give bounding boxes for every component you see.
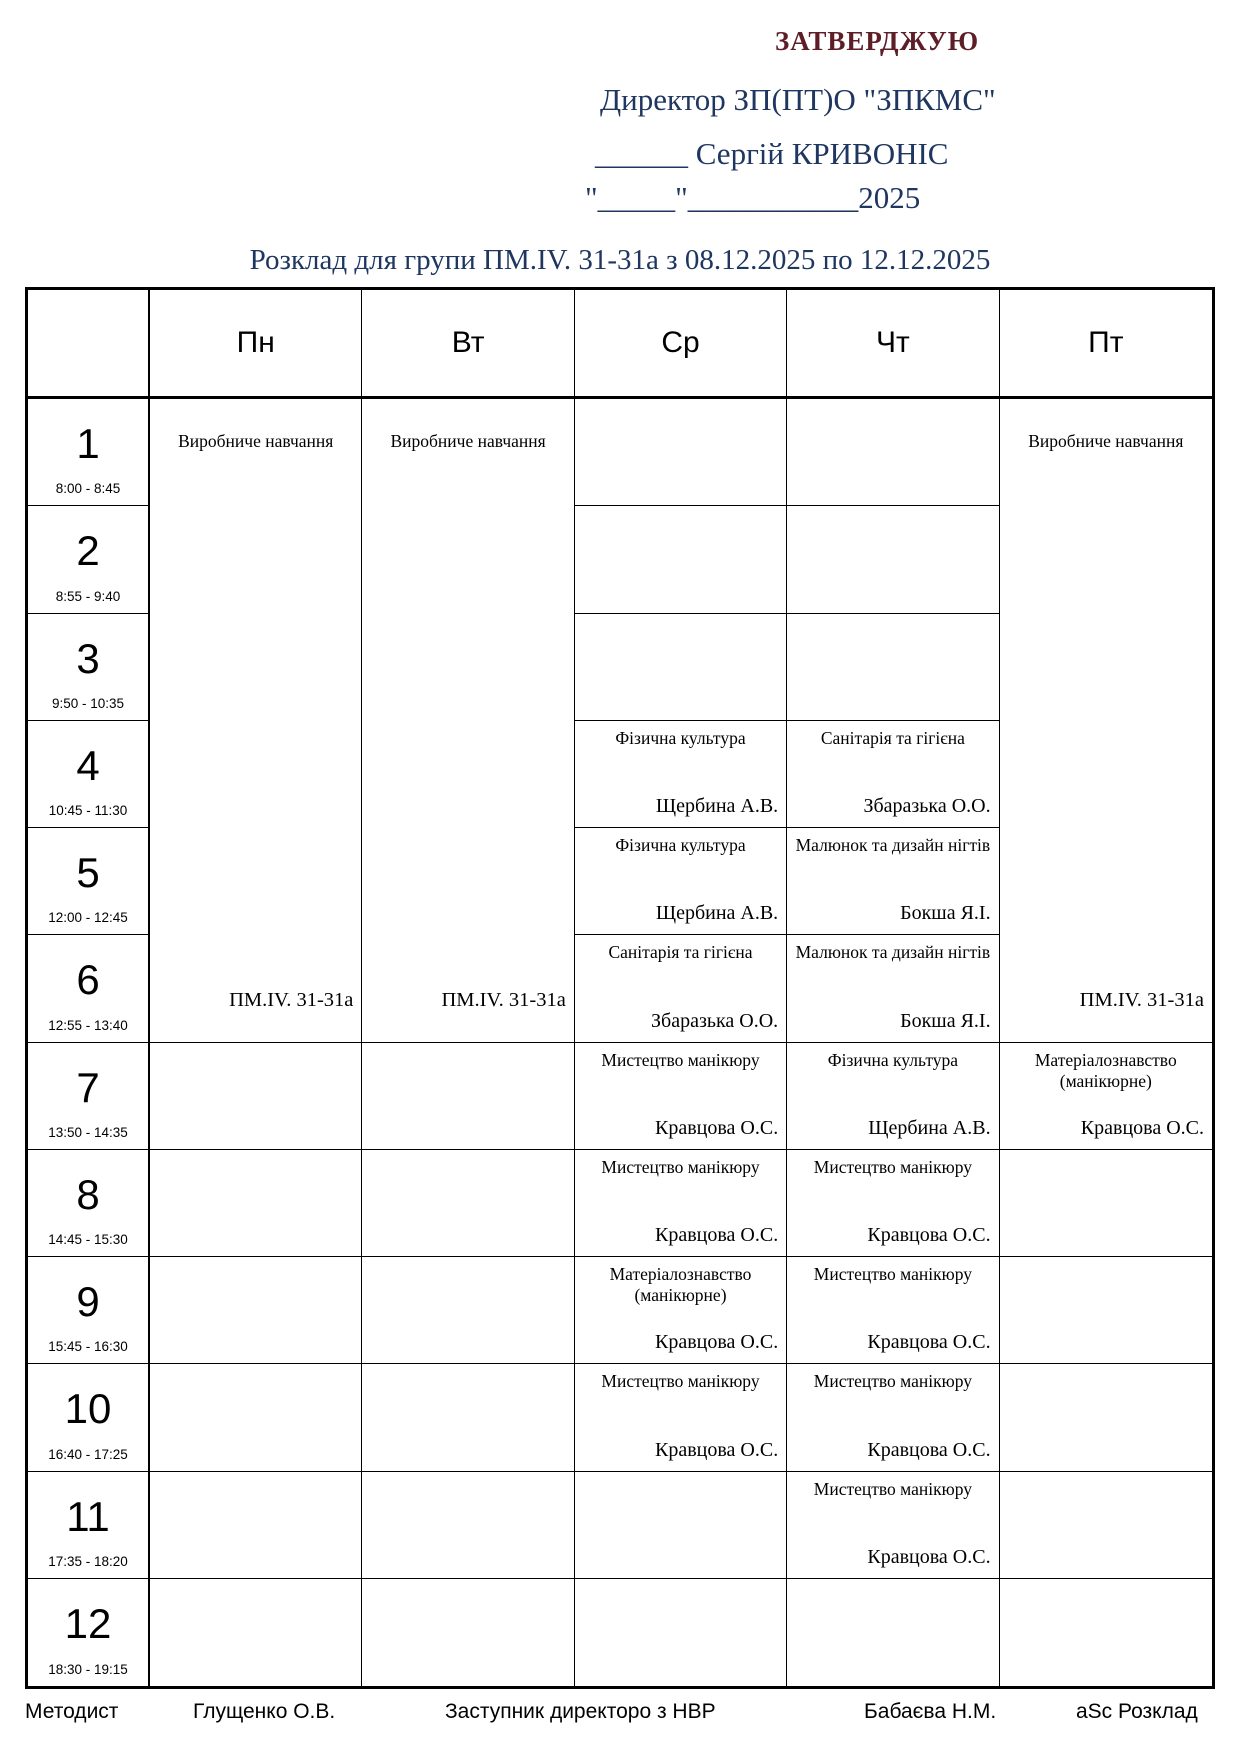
period-cell-7 — [28, 1043, 150, 1150]
lesson-subject: Фізична культура — [827, 1049, 959, 1070]
empty-cell-mon-12 — [150, 1579, 362, 1686]
lesson-teacher: Бокша Я.І. — [900, 1009, 991, 1032]
period-cell-9 — [28, 1257, 150, 1364]
period-cell-5 — [28, 828, 150, 935]
lesson-teacher: Кравцова О.С. — [654, 1224, 779, 1246]
period-number: 11 — [66, 1492, 110, 1540]
lesson-cell-wed-8 — [575, 1150, 787, 1257]
period-number: 10 — [64, 1385, 112, 1433]
lesson-cell-thu-9 — [787, 1257, 999, 1364]
period-number: 4 — [76, 741, 100, 789]
period-time: 18:30 - 19:15 — [48, 1662, 128, 1677]
footer-role-methodist: Методист — [25, 1700, 119, 1723]
period-number: 1 — [76, 420, 100, 467]
lesson-cell-wed-6 — [575, 935, 787, 1042]
lesson-block-fri — [1000, 399, 1212, 1043]
empty-cell-mon-9 — [150, 1257, 362, 1364]
period-time: 13:50 - 14:35 — [48, 1124, 128, 1140]
empty-cell-mon-7 — [150, 1043, 362, 1150]
period-number: 3 — [76, 634, 100, 682]
period-number: 12 — [64, 1599, 112, 1647]
footer-name-methodist: Глущенко О.В. — [193, 1700, 336, 1723]
approval-director-line: Директор ЗП(ПТ)О "ЗПКМС" — [600, 82, 996, 117]
period-cell-3 — [28, 614, 150, 721]
day-label: Ср — [661, 326, 700, 359]
lesson-subject: Мистецтво манікюру — [601, 1371, 760, 1392]
page-title: Розклад для групи ПМ.IV. 31-31а з 08.12.2025 по 12.12.2025 — [249, 244, 991, 276]
lesson-subject: Виробниче навчання — [390, 431, 546, 451]
period-cell-4 — [28, 721, 150, 828]
period-time: 8:00 - 8:45 — [55, 481, 121, 497]
day-label: Пт — [1088, 326, 1124, 359]
day-label: Вт — [451, 326, 485, 359]
empty-cell-thu-1 — [787, 399, 999, 506]
approval-name-line: ______ Сергій КРИВОНІС — [595, 136, 949, 171]
lesson-teacher: Збаразька О.О. — [651, 1009, 779, 1032]
empty-cell-tue-10 — [362, 1364, 574, 1471]
period-cell-2 — [28, 506, 150, 613]
lesson-cell-thu-11 — [787, 1472, 999, 1579]
lesson-teacher: Кравцова О.С. — [867, 1545, 991, 1568]
corner-cell — [28, 290, 150, 399]
period-cell-8 — [28, 1150, 150, 1257]
period-number: 6 — [76, 956, 100, 1004]
lesson-teacher: Щербина А.В. — [655, 902, 779, 925]
lesson-cell-thu-6 — [787, 935, 999, 1042]
lesson-teacher: Кравцова О.С. — [867, 1331, 991, 1354]
empty-cell-wed-2 — [575, 506, 787, 613]
period-number: 7 — [76, 1063, 100, 1111]
empty-cell-tue-11 — [362, 1472, 574, 1579]
footer-role-deputy: Заступник директоро з НВР — [445, 1700, 716, 1723]
lesson-cell-fri-7 — [1000, 1043, 1212, 1150]
period-cell-6 — [28, 935, 150, 1042]
period-number: 9 — [76, 1278, 100, 1325]
lesson-teacher: Кравцова О.С. — [654, 1331, 779, 1354]
footer-name-deputy: Бабаєва Н.М. — [864, 1700, 997, 1723]
approval-stamp: ЗАТВЕРДЖУЮ — [775, 26, 980, 56]
lesson-cell-thu-4 — [787, 721, 999, 828]
empty-cell-tue-9 — [362, 1257, 574, 1364]
approval-date-line: "_____"___________2025 — [585, 180, 921, 215]
period-time: 12:55 - 13:40 — [48, 1017, 128, 1033]
day-header-fri — [1000, 290, 1212, 399]
lesson-group: ПМ.IV. 31-31а — [441, 988, 566, 1011]
lesson-teacher: Бокша Я.І. — [900, 902, 991, 925]
period-time: 16:40 - 17:25 — [48, 1446, 128, 1462]
lesson-teacher: Кравцова О.С. — [654, 1116, 779, 1139]
lesson-cell-wed-7 — [575, 1043, 787, 1150]
period-time: 12:00 - 12:45 — [48, 910, 128, 926]
empty-cell-tue-8 — [362, 1150, 574, 1257]
empty-cell-fri-12 — [1000, 1579, 1212, 1686]
footer-brand-asc: aSc Розклад — [1076, 1700, 1198, 1723]
empty-cell-thu-3 — [787, 614, 999, 721]
timetable — [25, 287, 1215, 1689]
lesson-cell-thu-5 — [787, 828, 999, 935]
lesson-subject: Виробниче навчання — [178, 431, 334, 451]
lesson-block-mon — [150, 399, 362, 1043]
empty-cell-mon-11 — [150, 1472, 362, 1579]
period-time: 8:55 - 9:40 — [55, 588, 121, 604]
lesson-cell-wed-4 — [575, 721, 787, 828]
day-header-wed — [575, 290, 787, 399]
day-header-mon — [150, 290, 362, 399]
lesson-cell-wed-9 — [575, 1257, 787, 1364]
lesson-block-tue — [362, 399, 574, 1043]
period-time: 10:45 - 11:30 — [48, 803, 128, 818]
lesson-subject: Матеріалознавство (манікюрне) — [1034, 1049, 1177, 1091]
lesson-cell-wed-10 — [575, 1364, 787, 1471]
lesson-group: ПМ.IV. 31-31а — [229, 988, 354, 1011]
period-time: 9:50 - 10:35 — [51, 695, 125, 711]
empty-cell-mon-8 — [150, 1150, 362, 1257]
day-label: Пн — [236, 326, 275, 359]
period-cell-11 — [28, 1472, 150, 1579]
empty-cell-mon-10 — [150, 1364, 362, 1471]
empty-cell-wed-11 — [575, 1472, 787, 1579]
day-header-thu — [787, 290, 999, 399]
period-cell-12 — [28, 1579, 150, 1686]
lesson-teacher: Щербина А.В. — [655, 795, 779, 817]
lesson-teacher: Кравцова О.С. — [654, 1438, 779, 1461]
lesson-subject: Мистецтво манікюру — [601, 1049, 760, 1070]
lesson-cell-thu-10 — [787, 1364, 999, 1471]
lesson-subject: Мистецтво манікюру — [813, 1264, 972, 1284]
lesson-teacher: Кравцова О.С. — [867, 1224, 991, 1246]
empty-cell-fri-10 — [1000, 1364, 1212, 1471]
lesson-cell-thu-7 — [787, 1043, 999, 1150]
lesson-teacher: Щербина А.В. — [868, 1116, 991, 1139]
empty-cell-fri-11 — [1000, 1472, 1212, 1579]
period-time: 14:45 - 15:30 — [48, 1232, 128, 1247]
lesson-cell-thu-8 — [787, 1150, 999, 1257]
lesson-subject: Мистецтво манікюру — [813, 1156, 972, 1177]
period-time: 15:45 - 16:30 — [48, 1339, 128, 1355]
empty-cell-wed-1 — [575, 399, 787, 506]
day-label: Чт — [876, 326, 910, 359]
lesson-subject: Мистецтво манікюру — [601, 1156, 760, 1177]
period-cell-1 — [28, 399, 150, 506]
empty-cell-fri-8 — [1000, 1150, 1212, 1257]
lesson-teacher: Кравцова О.С. — [1080, 1116, 1204, 1139]
period-time: 17:35 - 18:20 — [48, 1553, 128, 1569]
period-cell-10 — [28, 1364, 150, 1471]
lesson-teacher: Збаразька О.О. — [863, 795, 991, 817]
lesson-subject: Мистецтво манікюру — [813, 1371, 972, 1392]
period-number: 8 — [76, 1170, 100, 1218]
lesson-subject: Санітарія та гігієна — [820, 727, 965, 748]
empty-cell-thu-2 — [787, 506, 999, 613]
empty-cell-wed-3 — [575, 614, 787, 721]
empty-cell-tue-12 — [362, 1579, 574, 1686]
lesson-subject: Малюнок та дизайн нігтів — [795, 835, 991, 855]
lesson-group: ПМ.IV. 31-31а — [1079, 988, 1204, 1011]
empty-cell-thu-12 — [787, 1579, 999, 1686]
empty-cell-fri-9 — [1000, 1257, 1212, 1364]
lesson-cell-wed-5 — [575, 828, 787, 935]
lesson-subject: Фізична культура — [615, 835, 746, 855]
lesson-subject: Фізична культура — [615, 727, 746, 748]
lesson-subject: Матеріалознавство (манікюрне) — [609, 1264, 752, 1305]
empty-cell-wed-12 — [575, 1579, 787, 1686]
lesson-subject: Санітарія та гігієна — [608, 942, 753, 963]
day-header-tue — [362, 290, 574, 399]
period-number: 2 — [76, 527, 100, 575]
lesson-subject: Мистецтво манікюру — [813, 1478, 972, 1499]
lesson-subject: Виробниче навчання — [1028, 431, 1184, 451]
lesson-teacher: Кравцова О.С. — [867, 1438, 991, 1461]
empty-cell-tue-7 — [362, 1043, 574, 1150]
lesson-subject: Малюнок та дизайн нігтів — [795, 942, 991, 963]
period-number: 5 — [76, 849, 100, 896]
